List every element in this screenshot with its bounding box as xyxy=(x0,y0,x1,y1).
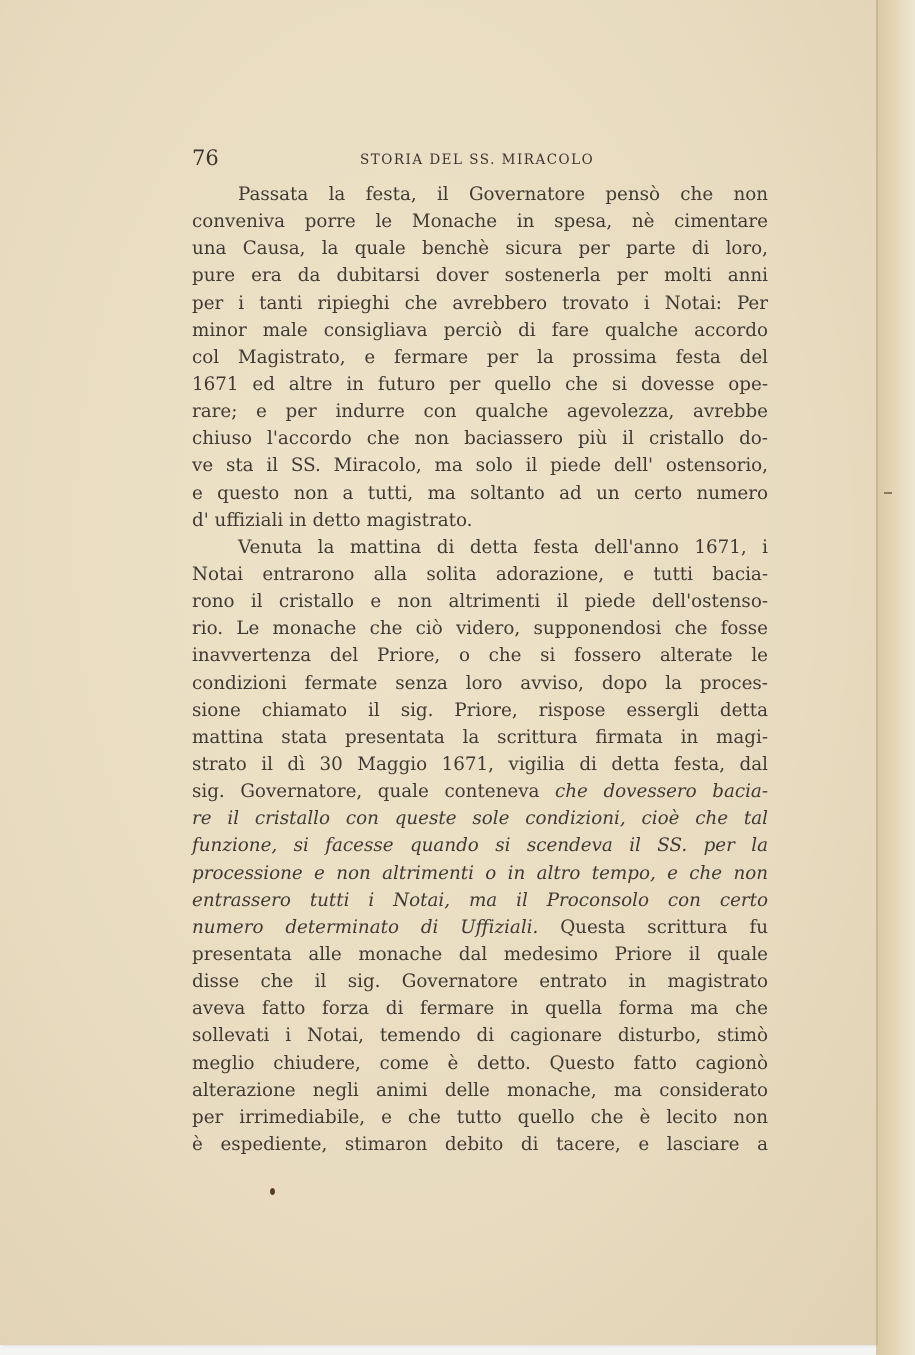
text-line xyxy=(192,398,768,425)
text-line xyxy=(192,235,768,262)
text-segment: aveva fatto forza di fermare in quella forma ma che xyxy=(192,998,768,1020)
text-segment: disse che il sig. Governatore entrato in magistrato xyxy=(192,971,768,993)
text-segment: mattina stata presentata la scrittura firmata in magi- xyxy=(192,726,768,748)
text-line xyxy=(192,751,768,778)
text-segment: Passata la festa, il Governatore pensò che non xyxy=(238,184,768,205)
ink-spot xyxy=(270,1188,275,1195)
text-segment: Venuta la mattina di detta festa dell'anno 1671, i xyxy=(238,536,768,558)
text-line xyxy=(192,1104,768,1131)
text-segment: una Causa, la quale benchè sicura per parte di loro, xyxy=(192,238,768,260)
text-segment: inavvertenza del Priore, o che si fossero alterate le xyxy=(192,645,768,667)
text-segment: rio. Le monache che ciò videro, supponendosi che fosse xyxy=(192,618,768,640)
text-segment: per irrimediabile, e che tutto quello che è lecito non xyxy=(192,1106,768,1128)
text-segment: e questo non a tutti, ma soltanto ad un certo numero xyxy=(192,482,768,504)
text-segment: pure era da dubitarsi dover sostenerla per molti anni xyxy=(192,265,768,287)
text-line xyxy=(192,425,768,452)
text-line xyxy=(192,941,768,968)
text-segment: minor male consigliava perciò di fare qualche accordo xyxy=(192,319,768,341)
page-header xyxy=(192,146,768,176)
text-line xyxy=(192,561,768,588)
text-line xyxy=(192,968,768,995)
text-segment: condizioni fermate senza loro avviso, dopo la proces- xyxy=(192,672,768,694)
text-line xyxy=(192,208,768,235)
text-segment: meglio chiudere, come è detto. Questo fatto cagionò xyxy=(192,1052,768,1074)
text-line xyxy=(192,480,768,507)
text-line xyxy=(192,724,768,751)
italic-segment: re il cristallo con queste sole condizioni, cioè che tal xyxy=(192,808,768,830)
text-line xyxy=(192,1077,768,1104)
text-segment: col Magistrato, e fermare per la prossima festa del xyxy=(192,346,768,368)
text-line xyxy=(192,832,768,859)
running-title: STORIA DEL SS. MIRACOLO xyxy=(360,152,595,168)
text-line xyxy=(192,371,768,398)
italic-segment: numero determinato di Uffiziali. xyxy=(192,916,539,938)
text-line xyxy=(192,1050,768,1077)
text-segment: d' uffiziali in detto magistrato. xyxy=(192,509,473,531)
text-line xyxy=(192,262,768,289)
text-line xyxy=(192,914,768,941)
text-segment: chiuso l'accordo che non baciassero più il cristallo do- xyxy=(192,428,768,450)
margin-mark xyxy=(884,492,892,494)
text-segment: è espediente, stimaron debito di tacere, e lasciare a xyxy=(192,1133,768,1155)
text-line xyxy=(192,615,768,642)
text-line xyxy=(192,697,768,724)
text-segment: sig. Governatore, quale conteneva xyxy=(192,781,556,803)
text-segment: conveniva porre le Monache in spesa, nè cimentare xyxy=(192,211,768,233)
text-segment: alterazione negli animi delle monache, ma considerato xyxy=(192,1079,768,1101)
text-line xyxy=(192,670,768,697)
text-line xyxy=(192,452,768,479)
text-segment: 1671 ed altre in futuro per quello che si dovesse ope- xyxy=(192,373,768,395)
italic-segment: funzione, si facesse quando si scendeva il SS. per la xyxy=(192,835,768,857)
text-line xyxy=(192,860,768,887)
text-line xyxy=(192,887,768,914)
text-segment: presentata alle monache dal medesimo Priore il quale xyxy=(192,943,768,965)
body-text xyxy=(192,181,768,1158)
text-line xyxy=(192,588,768,615)
italic-segment: processione e non altrimenti o in altro tempo, e che non xyxy=(192,862,768,884)
text-segment: ve sta il SS. Miracolo, ma solo il piede dell' ostensorio, xyxy=(192,455,768,477)
text-segment: rare; e per indurre con qualche agevolezza, avrebbe xyxy=(192,401,768,423)
text-line xyxy=(192,507,768,534)
text-line xyxy=(192,181,768,208)
italic-segment: che dovessero bacia- xyxy=(555,781,769,803)
text-line xyxy=(192,1131,768,1158)
text-line xyxy=(192,317,768,344)
text-segment: sollevati i Notai, temendo di cagionare disturbo, stimò xyxy=(192,1025,768,1047)
text-segment: Notai entrarono alla solita adorazione, e tutti bacia- xyxy=(192,563,768,585)
text-line xyxy=(192,778,768,805)
text-line xyxy=(192,1022,768,1049)
text-line xyxy=(192,534,768,561)
page-edge xyxy=(876,0,915,1355)
italic-segment: entrassero tutti i Notai, ma il Proconsolo con certo xyxy=(192,889,768,911)
text-line xyxy=(192,290,768,317)
page-edge-line xyxy=(876,0,878,1345)
text-line xyxy=(192,344,768,371)
text-segment: sione chiamato il sig. Priore, rispose essergli detta xyxy=(192,699,768,721)
text-line xyxy=(192,805,768,832)
text-segment: per i tanti ripieghi che avrebbero trovato i Notai: Per xyxy=(192,292,768,314)
text-segment: strato il dì 30 Maggio 1671, vigilia di detta festa, dal xyxy=(192,753,768,775)
page-number: 76 xyxy=(192,146,219,170)
text-segment: rono il cristallo e non altrimenti il piede dell'ostenso- xyxy=(192,591,768,613)
text-line xyxy=(192,995,768,1022)
text-segment: Questa scrittura fu xyxy=(538,916,768,938)
text-line xyxy=(192,642,768,669)
